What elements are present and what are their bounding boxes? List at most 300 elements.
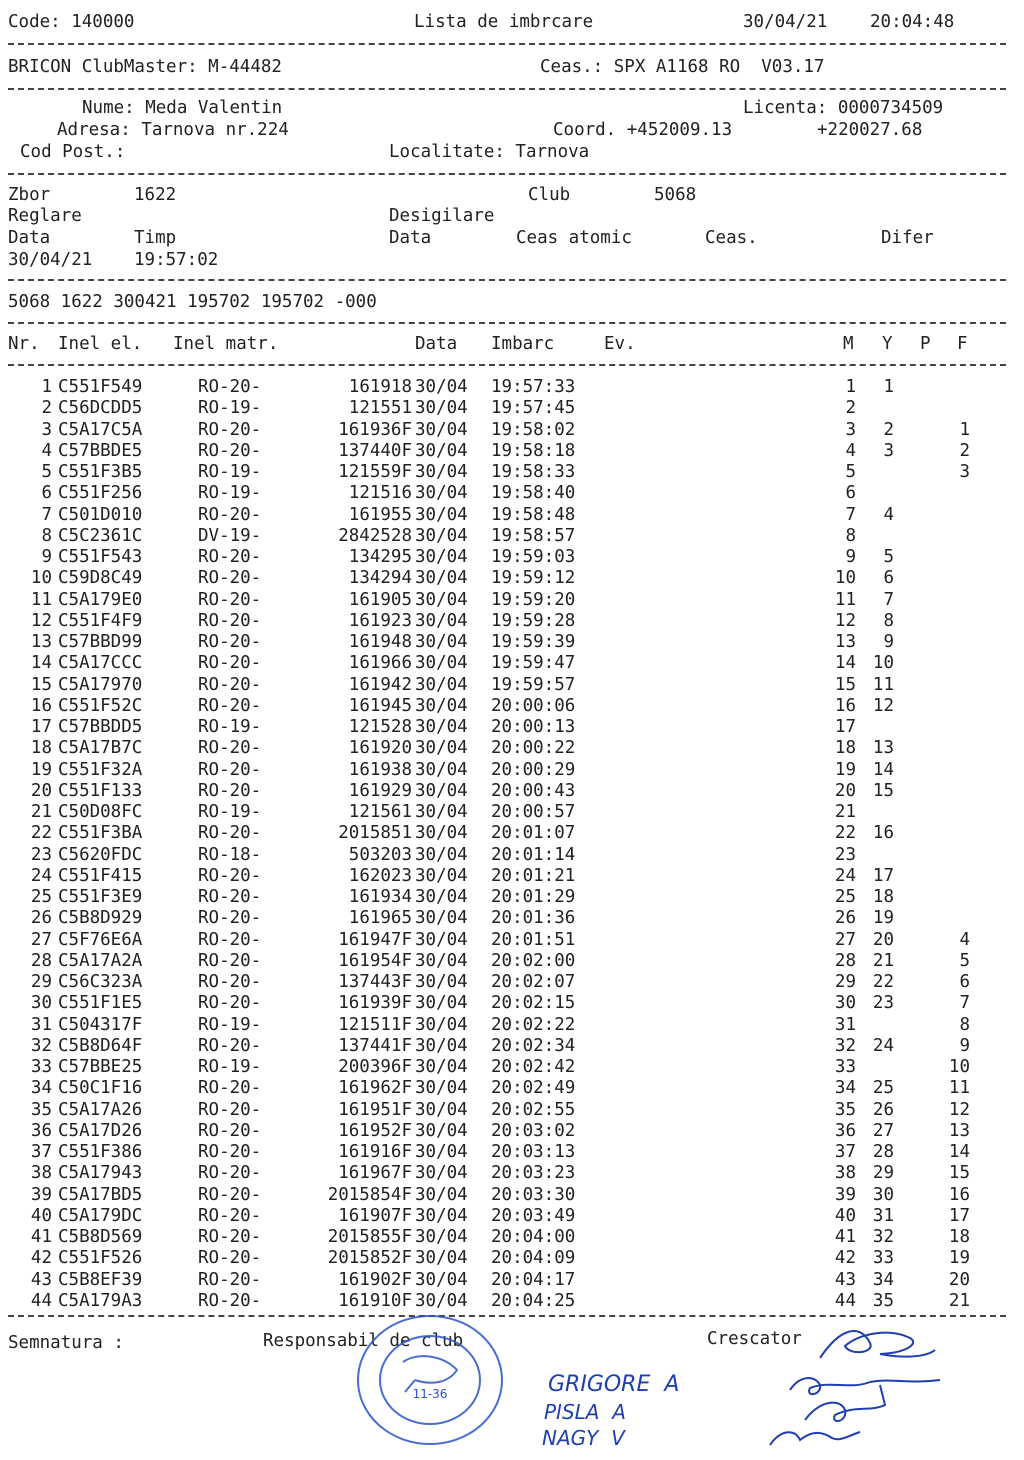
table-row	[0, 1206, 1024, 1227]
col-m-value: 1	[845, 377, 856, 397]
arrival-date: 30/04	[415, 929, 468, 950]
arrival-date: 30/04	[415, 547, 468, 567]
club-stamp	[345, 1300, 515, 1460]
row-nr: 40	[30, 1205, 52, 1226]
ring-series: RO-20-	[198, 738, 262, 759]
col-m-value: 13	[834, 632, 856, 652]
col-p: P	[920, 334, 931, 354]
ring-number: 161939F	[338, 993, 412, 1014]
ring-number: 161951F	[338, 1099, 412, 1120]
ring-number: 161967F	[338, 1163, 412, 1184]
col-y-value: 15	[872, 780, 894, 801]
col-y-value: 29	[872, 1163, 894, 1184]
col-m-value: 34	[834, 1078, 856, 1099]
ring-number: 121559F	[338, 462, 412, 482]
divider	[8, 322, 1006, 324]
arrival-time: 20:01:36	[491, 908, 576, 929]
arrival-time: 20:02:22	[491, 1014, 576, 1035]
row-nr: 7	[41, 504, 52, 525]
table-row	[0, 568, 1024, 589]
row-nr: 41	[30, 1227, 52, 1247]
ring-series: RO-20-	[198, 1269, 262, 1290]
row-nr: 37	[30, 1142, 52, 1162]
divider	[8, 43, 1006, 45]
col-m-value: 33	[834, 1057, 856, 1077]
arrival-date: 30/04	[415, 398, 468, 419]
ring-electronic: C551F32A	[58, 759, 143, 780]
arrival-date: 30/04	[415, 568, 468, 589]
col-y-value: 4	[883, 504, 894, 525]
owner-address: Adresa: Tarnova nr.224	[57, 120, 289, 140]
ring-electronic: C50C1F16	[58, 1078, 143, 1099]
ring-number: 161918	[348, 377, 412, 397]
arrival-time: 20:01:21	[491, 865, 576, 886]
ring-series: RO-20-	[198, 653, 262, 674]
arrival-time: 19:58:48	[491, 504, 576, 525]
col-y-value: 5	[883, 547, 894, 567]
col-f-value: 10	[948, 1057, 970, 1077]
col-y-value: 7	[883, 589, 894, 610]
col-f-value: 19	[948, 1248, 970, 1269]
row-nr: 39	[30, 1184, 52, 1205]
arrival-date: 30/04	[415, 844, 468, 865]
row-nr: 25	[30, 887, 52, 907]
table-row	[0, 420, 1024, 441]
col-y-value: 35	[872, 1290, 894, 1311]
ring-electronic: C50D08FC	[58, 802, 143, 822]
col-f-value: 17	[948, 1205, 970, 1226]
row-nr: 31	[30, 1014, 52, 1035]
col-m-value: 19	[834, 759, 856, 780]
arrival-time: 20:02:42	[491, 1057, 576, 1077]
arrival-time: 20:04:09	[491, 1248, 576, 1269]
arrival-time: 20:02:07	[491, 972, 576, 992]
arrival-date: 30/04	[415, 632, 468, 652]
ring-electronic: C5A17BD5	[58, 1184, 143, 1205]
ring-electronic: C551F549	[58, 377, 143, 397]
ring-electronic: C5F76E6A	[58, 929, 143, 950]
col-m-value: 23	[834, 844, 856, 865]
col-m-value: 16	[834, 695, 856, 716]
arrival-date: 30/04	[415, 823, 468, 844]
arrival-time: 19:58:02	[491, 419, 576, 440]
ring-series: RO-20-	[198, 1290, 262, 1311]
row-nr: 20	[30, 780, 52, 801]
table-row	[0, 993, 1024, 1014]
arrival-time: 19:58:33	[491, 462, 576, 482]
ring-electronic: C57BBD99	[58, 632, 143, 652]
row-nr: 17	[30, 717, 52, 737]
col-m-value: 2	[845, 398, 856, 419]
row-nr: 10	[30, 568, 52, 589]
arrival-date: 30/04	[415, 695, 468, 716]
arrival-time: 20:04:25	[491, 1290, 576, 1311]
col-data: Data	[415, 334, 458, 354]
ring-number: 503203	[348, 844, 412, 865]
row-nr: 24	[30, 865, 52, 886]
arrival-time: 20:01:14	[491, 844, 576, 865]
ring-electronic: C504317F	[58, 1014, 143, 1035]
arrival-time: 19:59:39	[491, 632, 576, 652]
col-y-value: 28	[872, 1142, 894, 1162]
ring-series: RO-20-	[198, 589, 262, 610]
arrival-time: 19:57:45	[491, 398, 576, 419]
ring-electronic: C5A17CCC	[58, 653, 143, 674]
arrival-time: 19:58:18	[491, 440, 576, 461]
col-m-value: 3	[845, 419, 856, 440]
ring-electronic: C5B8D569	[58, 1227, 143, 1247]
col-f-value: 21	[948, 1290, 970, 1311]
table-row	[0, 547, 1024, 568]
ring-series: RO-20-	[198, 547, 262, 567]
ring-series: RO-20-	[198, 929, 262, 950]
col-y-value: 8	[883, 610, 894, 631]
arrival-date: 30/04	[415, 1057, 468, 1077]
col-m-value: 31	[834, 1014, 856, 1035]
col-y-value: 10	[872, 653, 894, 674]
arrival-date: 30/04	[415, 908, 468, 929]
handwritten-name-3: NAGY V	[542, 1426, 625, 1450]
ring-number: 161916F	[338, 1142, 412, 1162]
col-f-value: 14	[948, 1142, 970, 1162]
arrival-date: 30/04	[415, 610, 468, 631]
ring-number: 121551	[348, 398, 412, 419]
col-m-value: 43	[834, 1269, 856, 1290]
ring-series: RO-20-	[198, 568, 262, 589]
ring-series: RO-20-	[198, 759, 262, 780]
ring-electronic: C5A17D26	[58, 1120, 143, 1141]
arrival-date: 30/04	[415, 1290, 468, 1311]
arrival-date: 30/04	[415, 589, 468, 610]
ring-series: RO-20-	[198, 1184, 262, 1205]
arrival-time: 20:03:02	[491, 1120, 576, 1141]
arrival-time: 19:57:33	[491, 377, 576, 397]
ring-series: RO-20-	[198, 695, 262, 716]
ring-series: RO-19-	[198, 717, 262, 737]
arrival-date: 30/04	[415, 1227, 468, 1247]
col-f-value: 18	[948, 1227, 970, 1247]
ring-series: RO-20-	[198, 993, 262, 1014]
table-row	[0, 1185, 1024, 1206]
table-row	[0, 1057, 1024, 1078]
arrival-time: 19:58:40	[491, 483, 576, 504]
row-nr: 5	[41, 462, 52, 482]
table-row	[0, 1142, 1024, 1163]
arrival-time: 20:01:51	[491, 929, 576, 950]
code-label: Code: 140000	[8, 12, 135, 32]
col-m-value: 18	[834, 738, 856, 759]
arrival-date: 30/04	[415, 1035, 468, 1056]
row-nr: 42	[30, 1248, 52, 1269]
table-row	[0, 611, 1024, 632]
arrival-time: 20:02:34	[491, 1035, 576, 1056]
col-y-value: 1	[883, 377, 894, 397]
ring-number: 200396F	[338, 1057, 412, 1077]
row-nr: 6	[41, 483, 52, 504]
print-time: 20:04:48	[870, 12, 955, 32]
col-f-value: 6	[959, 972, 970, 992]
col-m-value: 10	[834, 568, 856, 589]
col-m-value: 26	[834, 908, 856, 929]
ring-series: RO-20-	[198, 1078, 262, 1099]
table-row	[0, 1100, 1024, 1121]
col-nr: Nr.	[8, 334, 40, 354]
ring-number: 161902F	[338, 1269, 412, 1290]
col-m-value: 32	[834, 1035, 856, 1056]
arrival-time: 19:59:57	[491, 674, 576, 695]
ring-series: RO-20-	[198, 377, 262, 397]
divider	[8, 173, 1006, 175]
table-row	[0, 1227, 1024, 1248]
col-m-value: 29	[834, 972, 856, 992]
ring-electronic: C551F386	[58, 1142, 143, 1162]
handwritten-name-2: PISLA A	[544, 1400, 626, 1424]
ring-series: RO-20-	[198, 887, 262, 907]
ring-electronic: C5A17A26	[58, 1099, 143, 1120]
col-y-value: 32	[872, 1227, 894, 1247]
row-nr: 14	[30, 653, 52, 674]
col-f-value: 8	[959, 1014, 970, 1035]
col-m-value: 9	[845, 547, 856, 567]
col-y-value: 12	[872, 695, 894, 716]
ring-electronic: C551F52C	[58, 695, 143, 716]
table-row	[0, 802, 1024, 823]
handwritten-signatures	[760, 1370, 960, 1455]
col-m-value: 24	[834, 865, 856, 886]
reglare-date-label: Data	[8, 228, 51, 248]
arrival-date: 30/04	[415, 462, 468, 482]
col-m-value: 4	[845, 440, 856, 461]
flight-number: 1622	[134, 185, 177, 205]
desigilare-label: Desigilare	[389, 206, 495, 226]
row-nr: 33	[30, 1057, 52, 1077]
col-f-value: 16	[948, 1184, 970, 1205]
ring-number: 161910F	[338, 1290, 412, 1311]
row-nr: 4	[41, 440, 52, 461]
arrival-time: 20:01:29	[491, 887, 576, 907]
ring-number: 161965	[348, 908, 412, 929]
arrival-time: 20:03:49	[491, 1205, 576, 1226]
clock-label: Ceas.	[705, 228, 758, 248]
arrival-date: 30/04	[415, 504, 468, 525]
ring-number: 2015854F	[327, 1184, 412, 1205]
ring-electronic: C5C2361C	[58, 525, 143, 546]
summary-line: 5068 1622 300421 195702 195702 -000	[8, 292, 377, 312]
table-row	[0, 526, 1024, 547]
table-row	[0, 781, 1024, 802]
col-m-value: 5	[845, 462, 856, 482]
col-y-value: 3	[883, 440, 894, 461]
print-date: 30/04/21	[743, 12, 828, 32]
ring-number: 121528	[348, 717, 412, 737]
table-row	[0, 483, 1024, 504]
arrival-date: 30/04	[415, 1248, 468, 1269]
ring-series: DV-19-	[198, 525, 262, 546]
owner-postal: Cod Post.:	[20, 142, 126, 162]
atomic-clock-label: Ceas atomic	[516, 228, 632, 248]
ring-electronic: C56DCDD5	[58, 398, 143, 419]
ring-electronic: C551F3BA	[58, 823, 143, 844]
col-y-value: 23	[872, 993, 894, 1014]
ring-number: 161907F	[338, 1205, 412, 1226]
table-row	[0, 1248, 1024, 1269]
arrival-time: 19:59:03	[491, 547, 576, 567]
col-m-value: 44	[834, 1290, 856, 1311]
col-m-value: 12	[834, 610, 856, 631]
ring-number: 161955	[348, 504, 412, 525]
ring-electronic: C551F4F9	[58, 610, 143, 631]
ring-electronic: C5A17943	[58, 1163, 143, 1184]
ring-number: 161948	[348, 632, 412, 652]
ring-electronic: C551F133	[58, 780, 143, 801]
col-m-value: 39	[834, 1184, 856, 1205]
col-y-value: 27	[872, 1120, 894, 1141]
col-y-value: 26	[872, 1099, 894, 1120]
col-m-value: 36	[834, 1120, 856, 1141]
ring-series: RO-20-	[198, 950, 262, 971]
col-y-value: 33	[872, 1248, 894, 1269]
ring-electronic: C551F3B5	[58, 462, 143, 482]
arrival-time: 19:59:28	[491, 610, 576, 631]
handwritten-name-1: GRIGORE A	[548, 1372, 680, 1397]
table-row	[0, 951, 1024, 972]
ring-electronic: C57BBE25	[58, 1057, 143, 1077]
ring-number: 161962F	[338, 1078, 412, 1099]
ring-number: 134295	[348, 547, 412, 567]
row-nr: 1	[41, 377, 52, 397]
ring-electronic: C5B8D929	[58, 908, 143, 929]
ring-series: RO-20-	[198, 440, 262, 461]
col-f-value: 20	[948, 1269, 970, 1290]
flight-label: Zbor	[8, 185, 51, 205]
ring-number: 161934	[348, 887, 412, 907]
row-nr: 34	[30, 1078, 52, 1099]
ring-electronic: C5A17A2A	[58, 950, 143, 971]
ring-number: 121516	[348, 483, 412, 504]
arrival-time: 19:59:12	[491, 568, 576, 589]
ring-number: 161966	[348, 653, 412, 674]
owner-coord-north: Coord. +452009.13	[553, 120, 733, 140]
table-row	[0, 717, 1024, 738]
arrival-time: 20:00:22	[491, 738, 576, 759]
ring-electronic: C5A179A3	[58, 1290, 143, 1311]
col-m: M	[843, 334, 854, 354]
row-nr: 23	[30, 844, 52, 865]
arrival-date: 30/04	[415, 1099, 468, 1120]
col-inel-matr: Inel matr.	[173, 334, 279, 354]
arrival-time: 19:59:20	[491, 589, 576, 610]
ring-series: RO-20-	[198, 1227, 262, 1247]
col-y-value: 20	[872, 929, 894, 950]
row-nr: 35	[30, 1099, 52, 1120]
table-row	[0, 398, 1024, 419]
row-nr: 30	[30, 993, 52, 1014]
ring-series: RO-20-	[198, 1248, 262, 1269]
row-nr: 11	[30, 589, 52, 610]
arrival-date: 30/04	[415, 1205, 468, 1226]
arrival-date: 30/04	[415, 1120, 468, 1141]
row-nr: 28	[30, 950, 52, 971]
col-f-value: 3	[959, 462, 970, 482]
row-nr: 18	[30, 738, 52, 759]
col-y-value: 13	[872, 738, 894, 759]
col-f-value: 12	[948, 1099, 970, 1120]
arrival-date: 30/04	[415, 802, 468, 822]
ring-series: RO-20-	[198, 1142, 262, 1162]
ring-electronic: C56C323A	[58, 972, 143, 992]
col-y-value: 21	[872, 950, 894, 971]
col-m-value: 20	[834, 780, 856, 801]
col-f-value: 7	[959, 993, 970, 1014]
breeder-signature	[810, 1318, 940, 1368]
reglare-time-label: Timp	[134, 228, 177, 248]
row-nr: 22	[30, 823, 52, 844]
col-m-value: 42	[834, 1248, 856, 1269]
table-row	[0, 908, 1024, 929]
arrival-time: 20:00:06	[491, 695, 576, 716]
col-f: F	[957, 334, 968, 354]
col-y-value: 6	[883, 568, 894, 589]
ring-series: RO-19-	[198, 483, 262, 504]
col-m-value: 30	[834, 993, 856, 1014]
col-y-value: 22	[872, 972, 894, 992]
table-row	[0, 930, 1024, 951]
col-y-value: 31	[872, 1205, 894, 1226]
table-row	[0, 866, 1024, 887]
ring-electronic: C5B8EF39	[58, 1269, 143, 1290]
col-m-value: 25	[834, 887, 856, 907]
ring-number: 134294	[348, 568, 412, 589]
col-y-value: 11	[872, 674, 894, 695]
table-row	[0, 887, 1024, 908]
table-row	[0, 590, 1024, 611]
document-title: Lista de imbrcare	[414, 12, 594, 32]
arrival-date: 30/04	[415, 419, 468, 440]
col-m-value: 8	[845, 525, 856, 546]
col-y: Y	[882, 334, 893, 354]
ring-number: 121561	[348, 802, 412, 822]
ring-series: RO-20-	[198, 823, 262, 844]
arrival-time: 19:58:57	[491, 525, 576, 546]
table-row	[0, 675, 1024, 696]
arrival-date: 30/04	[415, 738, 468, 759]
ring-number: 161947F	[338, 929, 412, 950]
ring-series: RO-20-	[198, 972, 262, 992]
arrival-date: 30/04	[415, 1184, 468, 1205]
arrival-time: 20:00:43	[491, 780, 576, 801]
owner-license: Licenta: 0000734509	[743, 98, 944, 118]
clock-id: Ceas.: SPX A1168 RO V03.17	[540, 57, 825, 77]
col-m-value: 14	[834, 653, 856, 674]
col-y-value: 34	[872, 1269, 894, 1290]
arrival-time: 20:00:13	[491, 717, 576, 737]
ring-series: RO-20-	[198, 1035, 262, 1056]
arrival-time: 20:04:00	[491, 1227, 576, 1247]
ring-number: 161936F	[338, 419, 412, 440]
col-y-value: 30	[872, 1184, 894, 1205]
reglare-time: 19:57:02	[134, 250, 219, 270]
arrival-time: 20:00:57	[491, 802, 576, 822]
row-nr: 38	[30, 1163, 52, 1184]
ring-electronic: C5B8D64F	[58, 1035, 143, 1056]
col-y-value: 9	[883, 632, 894, 652]
col-m-value: 15	[834, 674, 856, 695]
arrival-date: 30/04	[415, 865, 468, 886]
ring-number: 137440F	[338, 440, 412, 461]
desigilare-date-label: Data	[389, 228, 432, 248]
col-inel-el: Inel el.	[58, 334, 143, 354]
arrival-date: 30/04	[415, 1163, 468, 1184]
